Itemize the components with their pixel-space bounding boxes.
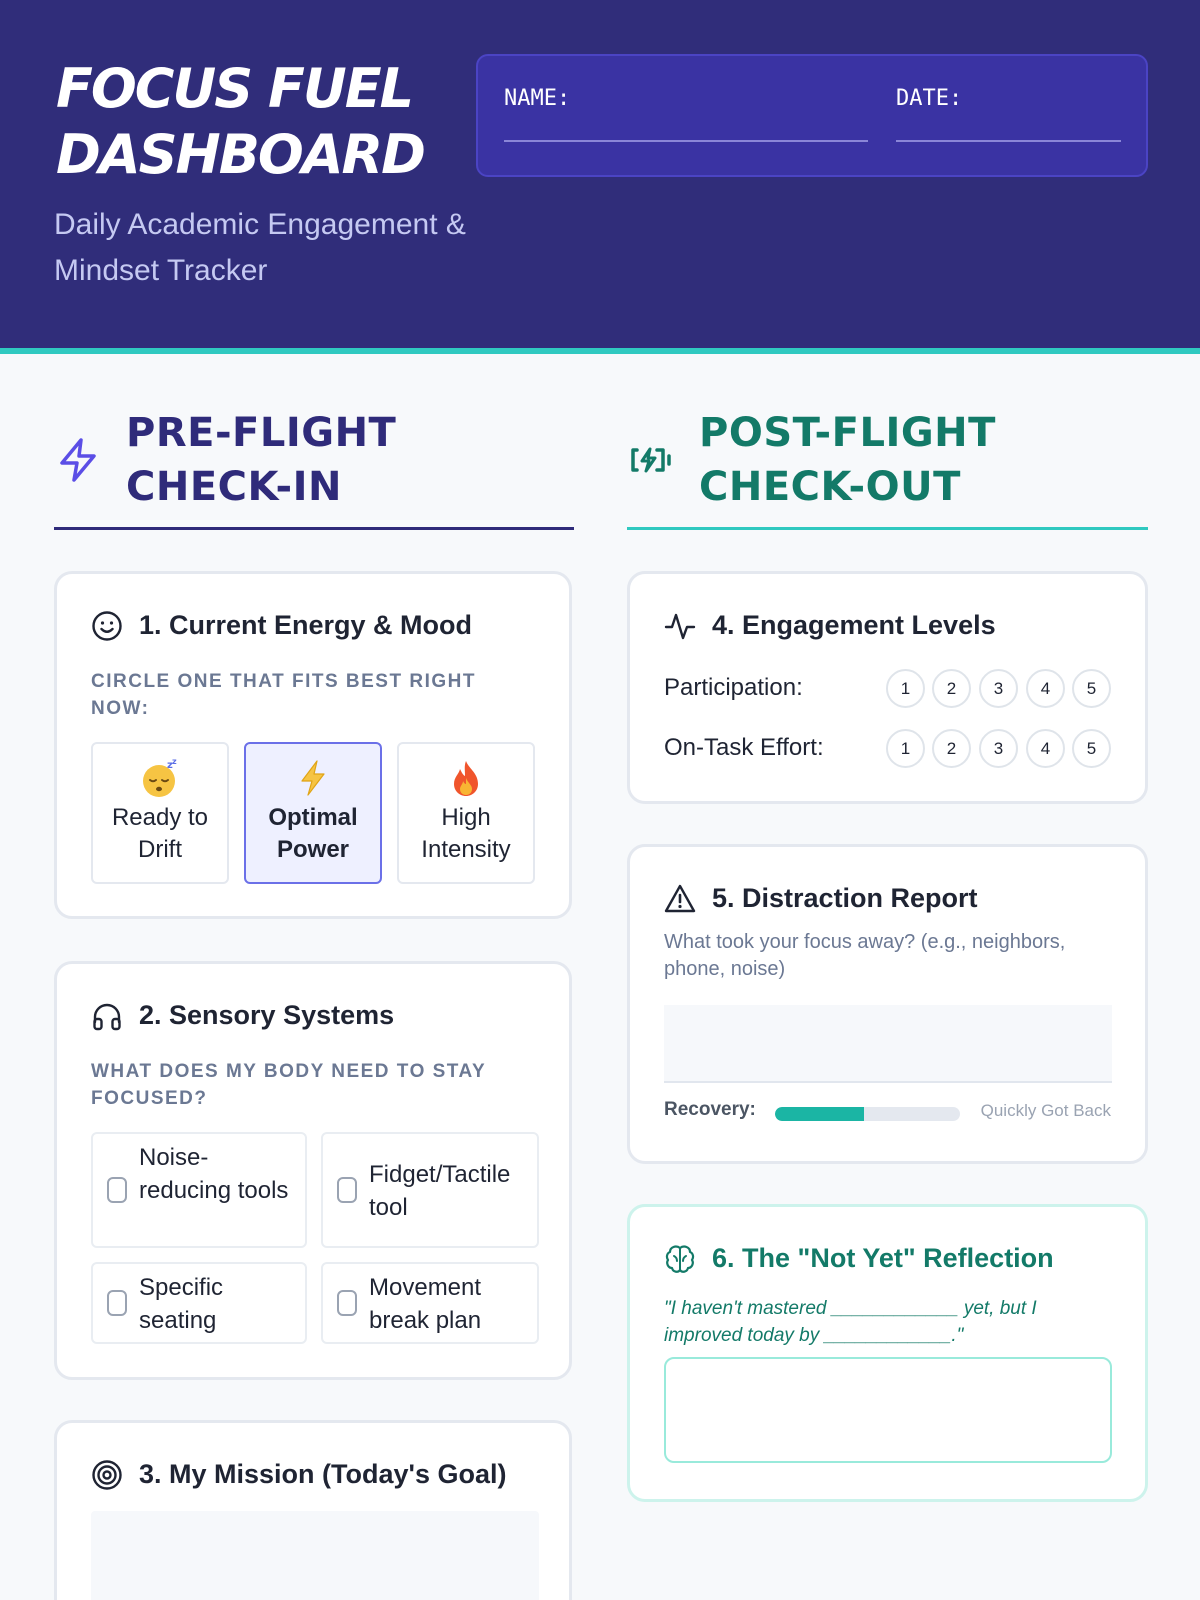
name-date-box xyxy=(476,54,1148,177)
svg-text:z: z xyxy=(167,760,173,771)
lightning-bolt-icon xyxy=(54,436,102,484)
effort-rating-5[interactable]: 5 xyxy=(1072,729,1111,768)
mood-label: Optimal Power xyxy=(268,804,358,863)
title-line-1: FOCUS FUEL xyxy=(56,57,412,120)
title-line-2: DASHBOARD xyxy=(56,123,424,186)
pre-flight-section-header xyxy=(54,406,574,530)
checkbox[interactable] xyxy=(107,1177,127,1203)
date-label: DATE: xyxy=(896,86,963,111)
activity-pulse-icon xyxy=(664,610,696,642)
mission-card xyxy=(54,1420,572,1600)
post-flight-underline xyxy=(627,527,1148,530)
participation-rating-3[interactable]: 3 xyxy=(979,669,1018,708)
effort-rating-1[interactable]: 1 xyxy=(886,729,925,768)
engagement-levels-card xyxy=(627,571,1148,804)
reflection-answer-area[interactable] xyxy=(664,1357,1112,1463)
page-title xyxy=(56,56,424,188)
mood-option-optimal-power[interactable] xyxy=(244,742,382,884)
battery-charging-icon xyxy=(627,436,675,484)
sensory-option-movement-break[interactable] xyxy=(321,1262,539,1344)
checkbox[interactable] xyxy=(337,1290,357,1316)
on-task-effort-label: On-Task Effort: xyxy=(664,734,824,761)
participation-rating-2[interactable]: 2 xyxy=(932,669,971,708)
energy-instruction: CIRCLE ONE THAT FITS BEST RIGHT NOW: xyxy=(91,671,476,719)
distraction-prompt: What took your focus away? (e.g., neighbors, phone, noise) xyxy=(664,931,1066,980)
distraction-title: 5. Distraction Report xyxy=(712,883,978,913)
sensory-option-noise-reducing[interactable] xyxy=(91,1132,307,1248)
participation-rating-5[interactable]: 5 xyxy=(1072,669,1111,708)
effort-rating-2[interactable]: 2 xyxy=(932,729,971,768)
svg-text:z: z xyxy=(172,758,177,766)
goal-input-area[interactable] xyxy=(91,1511,539,1600)
lightning-icon xyxy=(293,758,333,798)
mood-label: High Intensity xyxy=(421,804,511,863)
pre-flight-underline xyxy=(54,527,574,530)
smiley-face-icon xyxy=(91,610,123,642)
option-label: Noise-reducing tools xyxy=(139,1144,289,1204)
distraction-report-card xyxy=(627,844,1148,1164)
checkbox[interactable] xyxy=(107,1290,127,1316)
sensory-option-specific-seating[interactable] xyxy=(91,1262,307,1344)
recovery-bar-fill xyxy=(775,1107,864,1121)
effort-rating-4[interactable]: 4 xyxy=(1026,729,1065,768)
option-label: Movement break plan xyxy=(369,1274,482,1334)
page-subtitle: Daily Academic Engagement & Mindset Tracker xyxy=(54,208,466,287)
sensory-option-fidget-tool[interactable] xyxy=(321,1132,539,1248)
post-flight-heading: POST-FLIGHT CHECK-OUT xyxy=(699,410,996,510)
headphones-icon xyxy=(91,1000,123,1032)
post-flight-section-header xyxy=(627,406,1148,530)
sensory-systems-card xyxy=(54,961,572,1380)
reflection-quote: "I haven't mastered ____________ yet, but I improved today by ____________." xyxy=(664,1298,1037,1346)
sleeping-face-icon xyxy=(140,758,180,798)
header-accent-stripe xyxy=(0,348,1200,354)
target-icon xyxy=(91,1459,123,1491)
distraction-answer-area[interactable] xyxy=(664,1005,1112,1083)
sensory-instruction: WHAT DOES MY BODY NEED TO STAY FOCUSED? xyxy=(91,1061,486,1109)
participation-rating-4[interactable]: 4 xyxy=(1026,669,1065,708)
name-field[interactable] xyxy=(504,140,868,142)
option-label: Fidget/Tactile tool xyxy=(369,1161,511,1221)
fire-icon xyxy=(446,758,486,798)
sensory-title: 2. Sensory Systems xyxy=(139,1000,395,1030)
warning-triangle-icon xyxy=(664,883,696,915)
name-label: NAME: xyxy=(504,86,571,111)
recovery-status-text: Quickly Got Back xyxy=(980,1101,1111,1120)
mood-label: Ready to Drift xyxy=(111,804,209,863)
mood-option-ready-to-drift[interactable] xyxy=(91,742,229,884)
checkbox[interactable] xyxy=(337,1177,357,1203)
reflection-title: 6. The "Not Yet" Reflection xyxy=(712,1243,1054,1273)
participation-label: Participation: xyxy=(664,674,803,701)
option-label: Specific seating xyxy=(139,1274,224,1334)
mission-title: 3. My Mission (Today's Goal) xyxy=(139,1459,507,1489)
recovery-bar xyxy=(775,1107,960,1121)
header-banner xyxy=(0,0,1200,348)
pre-flight-heading: PRE-FLIGHT CHECK-IN xyxy=(126,410,397,510)
energy-mood-card xyxy=(54,571,572,919)
brain-icon xyxy=(664,1243,696,1275)
recovery-label: Recovery: xyxy=(664,1099,756,1120)
not-yet-reflection-card xyxy=(627,1204,1148,1502)
engagement-title: 4. Engagement Levels xyxy=(712,610,996,640)
mood-option-high-intensity[interactable] xyxy=(397,742,535,884)
energy-mood-title: 1. Current Energy & Mood xyxy=(139,610,473,640)
participation-rating-1[interactable]: 1 xyxy=(886,669,925,708)
effort-rating-3[interactable]: 3 xyxy=(979,729,1018,768)
date-field[interactable] xyxy=(896,140,1121,142)
